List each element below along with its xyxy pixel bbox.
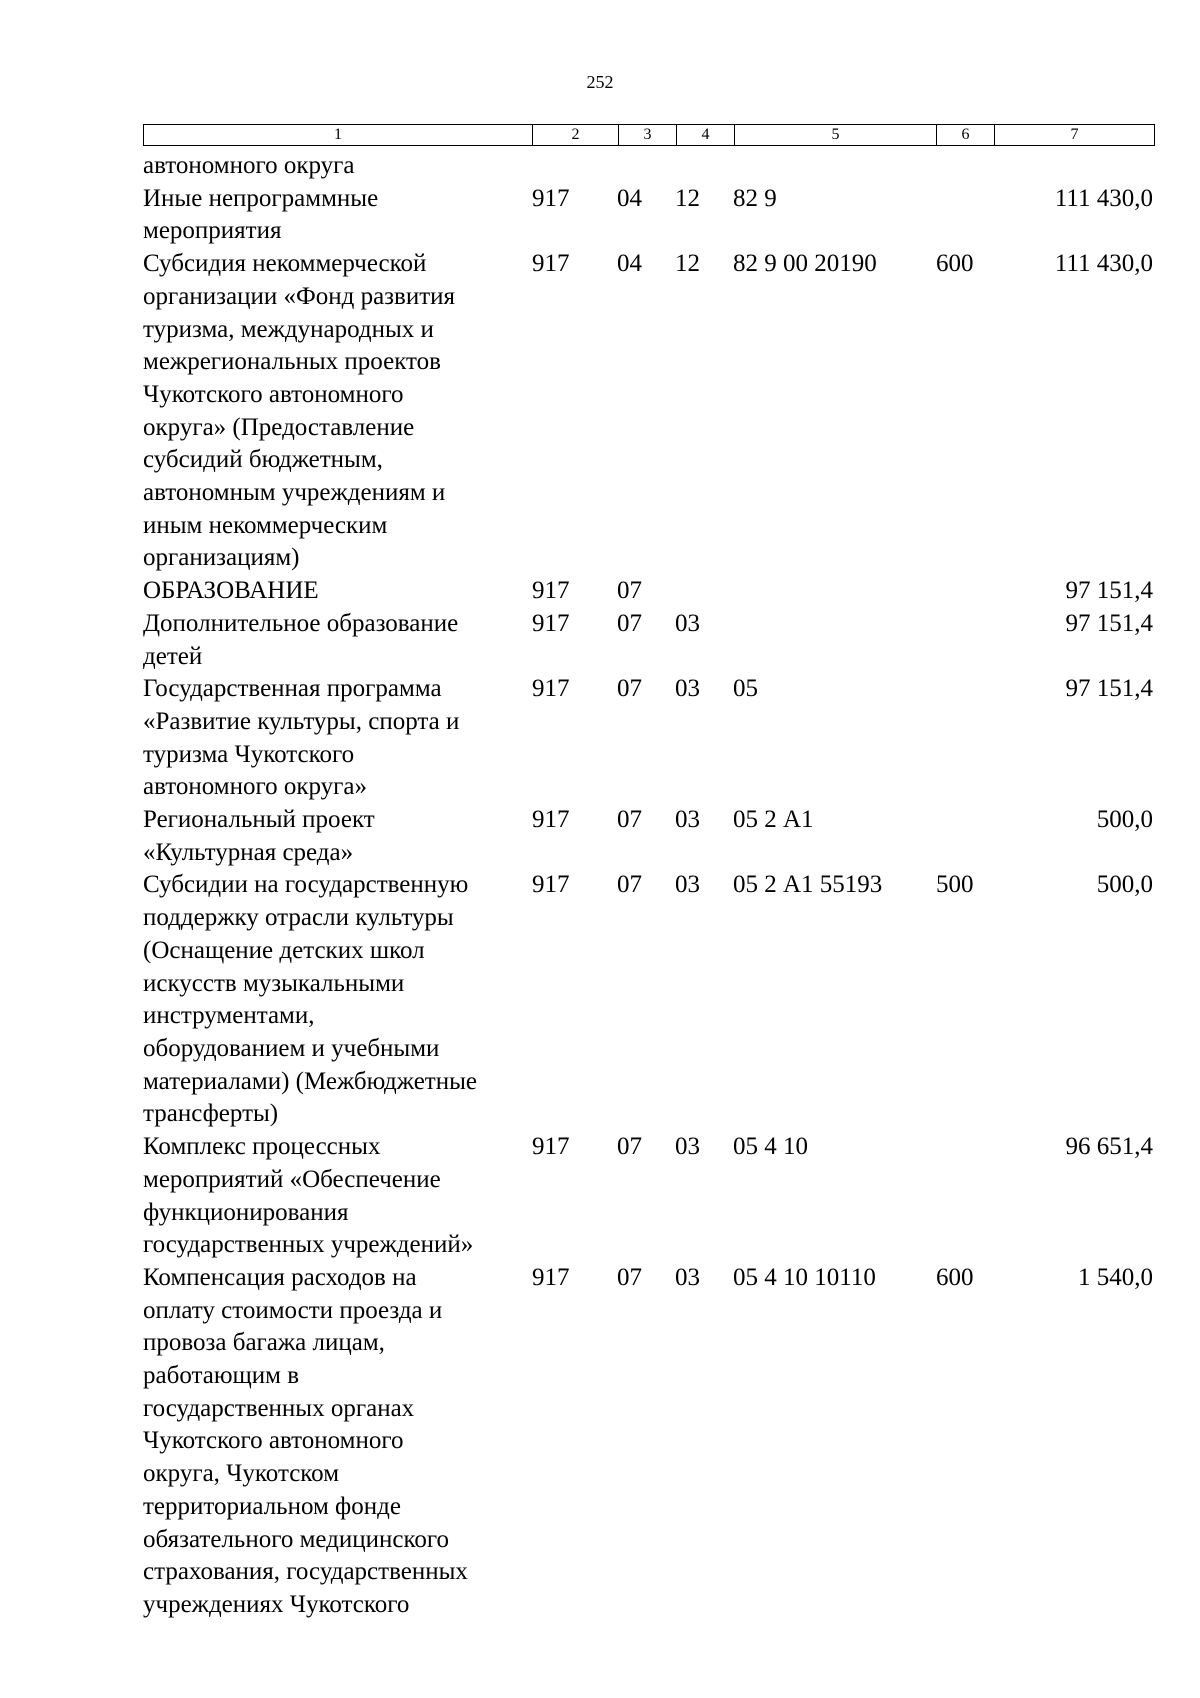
row-description-line: «Развитие культуры, спорта и	[143, 707, 460, 735]
table-row	[0, 248, 1200, 575]
row-description	[143, 608, 533, 673]
row-description-line: мероприятия	[143, 217, 282, 245]
row-description-line: туризма, международных и	[143, 315, 434, 343]
row-description	[143, 1262, 533, 1622]
header-col-7: 7	[995, 125, 1155, 146]
row-description-line: туризма Чукотского	[143, 740, 355, 768]
amount: 96 651,4	[1065, 1133, 1153, 1161]
row-description-line: оплату стоимости проезда и	[143, 1296, 443, 1324]
subsection-code: 12	[675, 184, 700, 212]
row-description-line: Комплекс процессных	[143, 1133, 381, 1161]
subsection-code: 03	[675, 871, 700, 899]
amount: 500,0	[1096, 871, 1153, 899]
row-description-line: ОБРАЗОВАНИЕ	[143, 577, 319, 605]
row-description	[143, 248, 533, 575]
row-description-line: Компенсация расходов на	[143, 1263, 417, 1291]
row-description-line: Иные непрограммные	[143, 184, 379, 212]
row-description-line: Региональный проект	[143, 806, 375, 834]
section-code: 07	[617, 1133, 642, 1161]
section-code: 07	[617, 577, 642, 605]
section-code: 07	[617, 806, 642, 834]
row-description-line: организациям)	[143, 544, 300, 572]
amount: 97 151,4	[1065, 577, 1153, 605]
header-col-3: 3	[619, 125, 677, 146]
target-article-code: 05 4 10	[733, 1133, 808, 1161]
column-number-header	[143, 124, 1155, 146]
row-description-line: автономного округа»	[143, 773, 368, 801]
row-description-line: «Культурная среда»	[143, 838, 354, 866]
row-description-line: мероприятий «Обеспечение	[143, 1165, 441, 1193]
expense-type-code: 600	[936, 250, 974, 278]
target-article-code: 05 2 А1	[733, 806, 814, 834]
header-col-1: 1	[144, 125, 533, 146]
subsection-code: 03	[675, 1263, 700, 1291]
ministry-code: 917	[532, 609, 570, 637]
amount: 111 430,0	[1054, 250, 1153, 278]
ministry-code: 917	[532, 806, 570, 834]
row-description-line: Государственная программа	[143, 675, 442, 703]
section-code: 07	[617, 1263, 642, 1291]
row-description-line: субсидий бюджетным,	[143, 446, 383, 474]
amount: 97 151,4	[1065, 609, 1153, 637]
row-description-line: Субсидия некоммерческой	[143, 250, 427, 278]
target-article-code: 05 2 А1 55193	[733, 871, 883, 899]
row-description	[143, 575, 533, 608]
row-description	[143, 150, 533, 183]
row-description	[143, 869, 533, 1131]
row-description-line: страхования, государственных	[143, 1558, 468, 1586]
subsection-code: 12	[675, 250, 700, 278]
row-description	[143, 673, 533, 804]
table-row	[0, 804, 1200, 869]
row-description	[143, 1131, 533, 1262]
section-code: 04	[617, 250, 642, 278]
subsection-code: 03	[675, 806, 700, 834]
table-row	[0, 1262, 1200, 1622]
amount: 97 151,4	[1065, 675, 1153, 703]
table-row	[0, 575, 1200, 608]
amount: 111 430,0	[1054, 184, 1153, 212]
row-description	[143, 183, 533, 248]
header-col-6: 6	[937, 125, 995, 146]
table-row	[0, 869, 1200, 1131]
row-description-line: провоза багажа лицам,	[143, 1329, 385, 1357]
header-col-4: 4	[677, 125, 735, 146]
row-description-line: Чукотского автономного	[143, 1427, 404, 1455]
section-code: 07	[617, 871, 642, 899]
row-description-line: материалами) (Межбюджетные	[143, 1067, 478, 1095]
table-row	[0, 150, 1200, 183]
row-description-line: оборудованием и учебными	[143, 1034, 440, 1062]
ministry-code: 917	[532, 577, 570, 605]
subsection-code: 03	[675, 609, 700, 637]
row-description-line: автономного округа	[143, 152, 355, 179]
row-description-line: детей	[143, 642, 203, 670]
ministry-code: 917	[532, 1263, 570, 1291]
header-col-2: 2	[533, 125, 619, 146]
row-description-line: учреждениях Чукотского	[143, 1590, 410, 1618]
table-row	[0, 673, 1200, 804]
row-description-line: территориальном фонде	[143, 1492, 401, 1520]
section-code: 04	[617, 184, 642, 212]
row-description-line: (Оснащение детских школ	[143, 936, 425, 964]
target-article-code: 05	[733, 675, 758, 703]
row-description-line: организации «Фонд развития	[143, 282, 456, 310]
ministry-code: 917	[532, 250, 570, 278]
subsection-code: 03	[675, 1133, 700, 1161]
row-description-line: Субсидии на государственную	[143, 871, 469, 899]
row-description-line: инструментами,	[143, 1002, 315, 1030]
amount: 1 540,0	[1078, 1263, 1153, 1291]
row-description-line: округа» (Предоставление	[143, 413, 415, 441]
target-article-code: 05 4 10 10110	[733, 1263, 876, 1291]
row-description-line: Дополнительное образование	[143, 609, 459, 637]
row-description-line: государственных учреждений»	[143, 1231, 474, 1259]
row-description-line: работающим в	[143, 1362, 299, 1390]
row-description-line: трансферты)	[143, 1100, 279, 1128]
target-article-code: 82 9 00 20190	[733, 250, 877, 278]
row-description-line: обязательного медицинского	[143, 1525, 450, 1553]
ministry-code: 917	[532, 184, 570, 212]
subsection-code: 03	[675, 675, 700, 703]
ministry-code: 917	[532, 675, 570, 703]
row-description-line: функционирования	[143, 1198, 349, 1226]
row-description-line: иным некоммерческим	[143, 511, 388, 539]
ministry-code: 917	[532, 1133, 570, 1161]
ministry-code: 917	[532, 871, 570, 899]
table-row	[0, 608, 1200, 673]
row-description-line: искусств музыкальными	[143, 969, 405, 997]
target-article-code: 82 9	[733, 184, 777, 212]
header-col-5: 5	[735, 125, 937, 146]
expense-type-code: 600	[936, 1263, 974, 1291]
row-description-line: государственных органах	[143, 1394, 415, 1422]
table-row	[0, 183, 1200, 248]
section-code: 07	[617, 675, 642, 703]
table-row	[0, 1131, 1200, 1262]
row-description-line: поддержку отрасли культуры	[143, 904, 454, 932]
page-number: 252	[586, 72, 614, 92]
row-description	[143, 804, 533, 869]
budget-table-body	[0, 150, 1200, 1622]
row-description-line: округа, Чукотском	[143, 1460, 340, 1488]
amount: 500,0	[1096, 806, 1153, 834]
expense-type-code: 500	[936, 871, 974, 899]
row-description-line: Чукотского автономного	[143, 380, 404, 408]
row-description-line: межрегиональных проектов	[143, 348, 441, 376]
section-code: 07	[617, 609, 642, 637]
row-description-line: автономным учреждениям и	[143, 479, 446, 507]
